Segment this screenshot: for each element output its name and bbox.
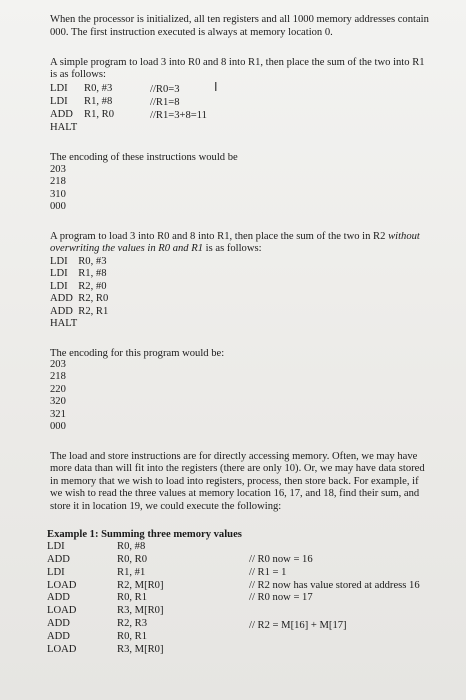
- code-args: R1, R0: [84, 109, 115, 120]
- encoding-value: 218: [50, 176, 66, 187]
- code-op: LOAD: [47, 580, 77, 591]
- code-comment: // R1 = 1: [249, 567, 287, 578]
- code-op: LOAD: [47, 644, 77, 655]
- code-op: ADD: [47, 592, 70, 603]
- program2-description-text: A program to load 3 into R0 and 8 into R1, then place the sum of the two in R2: [50, 231, 389, 242]
- program2-encoding-label: The encoding for this program would be:: [50, 348, 225, 359]
- paragraph-line: we wish to read the three values at memory location 16, 17, and 18, find their sum, and: [50, 488, 420, 499]
- code-comment: // R2 = M[16] + M[17]: [249, 620, 347, 631]
- encoding-value: 320: [50, 396, 66, 407]
- code-comment: //R1=3+8=11: [150, 110, 207, 121]
- code-op: ADD: [47, 631, 70, 642]
- encoding-value: 220: [50, 384, 66, 395]
- program2-description: [50, 231, 420, 243]
- code-op: LDI: [50, 83, 68, 94]
- code-args: R0, #3: [84, 83, 113, 94]
- encoding-value: 000: [50, 201, 66, 212]
- code-line: HALT: [50, 318, 78, 329]
- code-op: ADD: [47, 618, 70, 629]
- code-op: LDI: [47, 567, 65, 578]
- code-args: R2, M[R0]: [117, 580, 164, 591]
- encoding-value: 203: [50, 164, 66, 175]
- encoding-value: 203: [50, 359, 66, 370]
- paragraph-line: store it in location 19, we could execute the following:: [50, 501, 282, 512]
- code-line: LDI R1, #8: [50, 268, 107, 279]
- program2-description: [50, 243, 262, 255]
- program1-description: is as follows:: [50, 69, 106, 80]
- code-args: R0, R1: [117, 592, 148, 603]
- code-line: ADD R2, R1: [50, 306, 109, 317]
- code-op: HALT: [50, 122, 78, 133]
- intro-line: 000. The first instruction executed is always at memory location 0.: [50, 27, 333, 38]
- code-comment: // R2 now has value stored at address 16: [249, 580, 420, 591]
- code-args: R0, #8: [117, 541, 146, 552]
- program1-description: A simple program to load 3 into R0 and 8 into R1, then place the sum of the two into R1: [50, 57, 425, 68]
- encoding-value: 218: [50, 371, 66, 382]
- code-op: LDI: [47, 541, 65, 552]
- code-line: ADD R2, R0: [50, 293, 109, 304]
- code-line: LDI R2, #0: [50, 281, 107, 292]
- program2-description-emphasis: without: [388, 231, 420, 242]
- encoding-value: 000: [50, 421, 66, 432]
- code-op: LOAD: [47, 605, 77, 616]
- code-args: R0, R1: [117, 631, 148, 642]
- intro-line: When the processor is initialized, all ten registers and all 1000 memory addresses contain: [50, 14, 429, 25]
- code-op: LDI: [50, 96, 68, 107]
- code-line: LDI R0, #3: [50, 256, 107, 267]
- text-cursor-icon: I: [214, 80, 218, 94]
- code-args: R0, R0: [117, 554, 148, 565]
- code-comment: //R0=3: [150, 84, 180, 95]
- program2-description-emphasis: overwriting the values in R0 and R1: [50, 243, 203, 254]
- paragraph-line: The load and store instructions are for directly accessing memory. Often, we may have: [50, 451, 418, 462]
- code-op: ADD: [50, 109, 73, 120]
- code-args: R1, #8: [84, 96, 113, 107]
- encoding-value: 321: [50, 409, 66, 420]
- code-args: R3, M[R0]: [117, 605, 164, 616]
- program1-encoding-label: The encoding of these instructions would be: [50, 152, 238, 163]
- code-comment: // R0 now = 16: [249, 554, 313, 565]
- program2-description-text: is as follows:: [203, 243, 262, 254]
- code-args: R1, #1: [117, 567, 146, 578]
- encoding-value: 310: [50, 189, 66, 200]
- code-args: R3, M[R0]: [117, 644, 164, 655]
- code-args: R2, R3: [117, 618, 148, 629]
- paragraph-line: in memory that we wish to load into registers, process, then store back. For example, if: [50, 476, 419, 487]
- paragraph-line: more data than will fit into the registers (there are only 10). Or, we may have data stored: [50, 463, 425, 474]
- code-comment: // R0 now = 17: [249, 592, 313, 603]
- code-comment: //R1=8: [150, 97, 180, 108]
- code-op: ADD: [47, 554, 70, 565]
- example-title: Example 1: Summing three memory values: [47, 529, 242, 540]
